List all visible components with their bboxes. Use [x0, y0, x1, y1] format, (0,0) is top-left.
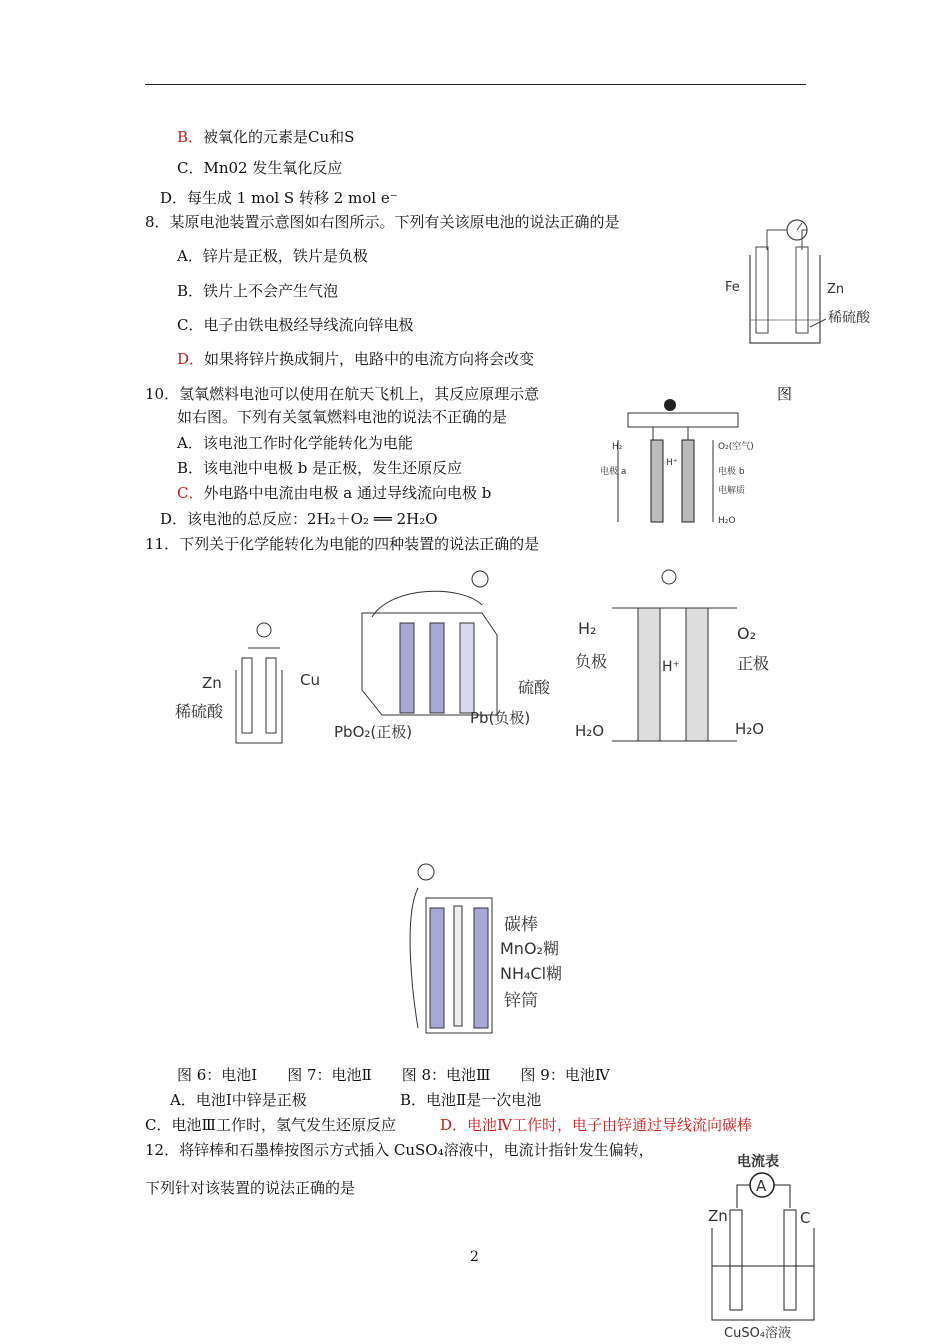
battery-1-figure — [170, 618, 330, 748]
svg-text:Zn: Zn — [708, 1207, 728, 1225]
svg-text:H₂: H₂ — [612, 442, 623, 452]
svg-text:碳棒: 碳棒 — [504, 915, 538, 935]
svg-text:A: A — [756, 1177, 767, 1195]
svg-text:Pb(负极): Pb(负极) — [470, 709, 531, 727]
svg-text:Cu: Cu — [300, 671, 320, 689]
q8-option-b: B．铁片上不会产生气泡 — [177, 282, 339, 300]
lightbulb-icon — [257, 623, 271, 637]
svg-text:硫酸: 硫酸 — [518, 678, 551, 697]
svg-text:Zn: Zn — [202, 674, 222, 692]
q12-stem-line1: 12．将锌棒和石墨棒按图示方式插入 CuSO₄溶液中，电流计指针发生偏转， — [145, 1141, 654, 1159]
header-rule — [145, 84, 806, 85]
svg-text:H₂: H₂ — [578, 619, 597, 638]
q7-option-d: D．每生成 1 mol S 转移 2 mol e⁻ — [160, 189, 398, 207]
q11-stem: 11．下列关于化学能转化为电能的四种装置的说法正确的是 — [145, 535, 540, 553]
q11-option-c: C．电池Ⅲ工作时，氢气发生还原反应 — [145, 1116, 396, 1134]
svg-text:H₂O: H₂O — [575, 722, 605, 740]
q10-stem-tail: 图 — [777, 385, 793, 403]
svg-text:电极 b: 电极 b — [718, 467, 745, 477]
lightbulb-icon — [664, 399, 676, 411]
q10-option-a: A．该电池工作时化学能转化为电能 — [177, 434, 413, 452]
q11-option-a: A．电池Ⅰ中锌是正极 — [170, 1091, 307, 1109]
svg-text:负极: 负极 — [575, 652, 608, 671]
svg-text:电极 a: 电极 a — [600, 467, 627, 477]
q8-galvanic-cell-figure — [720, 215, 890, 350]
q10-option-d: D．该电池的总反应：2H₂＋O₂ ══ 2H₂O — [160, 510, 438, 528]
q10-stem-line1: 10．氢氧燃料电池可以使用在航天飞机上，其反应原理示意 — [145, 385, 540, 403]
svg-text:H₂O: H₂O — [718, 516, 736, 526]
svg-text:锌筒: 锌筒 — [504, 991, 538, 1011]
svg-text:PbO₂(正极): PbO₂(正极) — [334, 723, 413, 741]
svg-text:NH₄Cl糊: NH₄Cl糊 — [500, 964, 563, 983]
q8-stem: 8．某原电池装置示意图如右图所示。下列有关该原电池的说法正确的是 — [145, 213, 620, 231]
q12-stem-line2: 下列针对该装置的说法正确的是 — [145, 1179, 356, 1197]
lightbulb-icon — [418, 864, 434, 880]
q11-option-b: B．电池Ⅱ是一次电池 — [400, 1091, 542, 1109]
q10-fuel-cell-figure — [598, 395, 778, 530]
acid-label: 稀硫酸 — [828, 310, 870, 326]
q7-option-c: C．Mn02 发生氧化反应 — [177, 159, 343, 177]
svg-text:稀硫酸: 稀硫酸 — [175, 702, 224, 721]
battery-2-figure — [332, 565, 567, 750]
svg-text:电解质: 电解质 — [718, 486, 746, 496]
svg-text:CuSO₄溶液: CuSO₄溶液 — [724, 1326, 792, 1341]
beaker-outline — [750, 255, 820, 343]
svg-text:O₂(空气): O₂(空气) — [718, 442, 754, 452]
q12-cell-figure — [702, 1148, 832, 1344]
svg-text:O₂: O₂ — [737, 624, 757, 643]
svg-text:C: C — [800, 1209, 811, 1227]
svg-text:H₂O: H₂O — [735, 720, 765, 738]
q8-option-a: A．锌片是正极，铁片是负极 — [177, 247, 368, 265]
q10-stem-line2: 如右图。下列有关氢氧燃料电池的说法不正确的是 — [177, 408, 508, 426]
battery-3-figure — [572, 565, 782, 750]
svg-text:正极: 正极 — [737, 654, 770, 673]
svg-text:H⁺: H⁺ — [662, 659, 680, 675]
q7-option-b: B．被氧化的元素是Cu和S — [177, 128, 355, 146]
svg-text:电流表: 电流表 — [737, 1154, 779, 1170]
battery-4-figure — [398, 858, 588, 1043]
q8-option-c: C．电子由铁电极经导线流向锌电极 — [177, 316, 414, 334]
q11-captions: 图 6：电池Ⅰ 图 7：电池Ⅱ 图 8：电池Ⅲ 图 9：电池Ⅳ — [177, 1066, 610, 1084]
q10-option-b: B．该电池中电极 b 是正极，发生还原反应 — [177, 459, 463, 477]
lightbulb-icon — [472, 571, 488, 587]
svg-text:H⁺: H⁺ — [666, 458, 678, 468]
zn-label: Zn — [827, 282, 845, 297]
q10-option-c: C．外电路中电流由电极 a 通过导线流向电极 b — [177, 484, 492, 502]
page-number: 2 — [470, 1249, 479, 1265]
fe-label: Fe — [725, 280, 740, 295]
lightbulb-icon — [662, 570, 676, 584]
svg-text:MnO₂糊: MnO₂糊 — [500, 939, 559, 958]
q11-option-d: D．电池Ⅳ工作时，电子由锌通过导线流向碳棒 — [440, 1116, 753, 1134]
q8-option-d: D．如果将锌片换成铜片，电路中的电流方向将会改变 — [177, 350, 535, 368]
